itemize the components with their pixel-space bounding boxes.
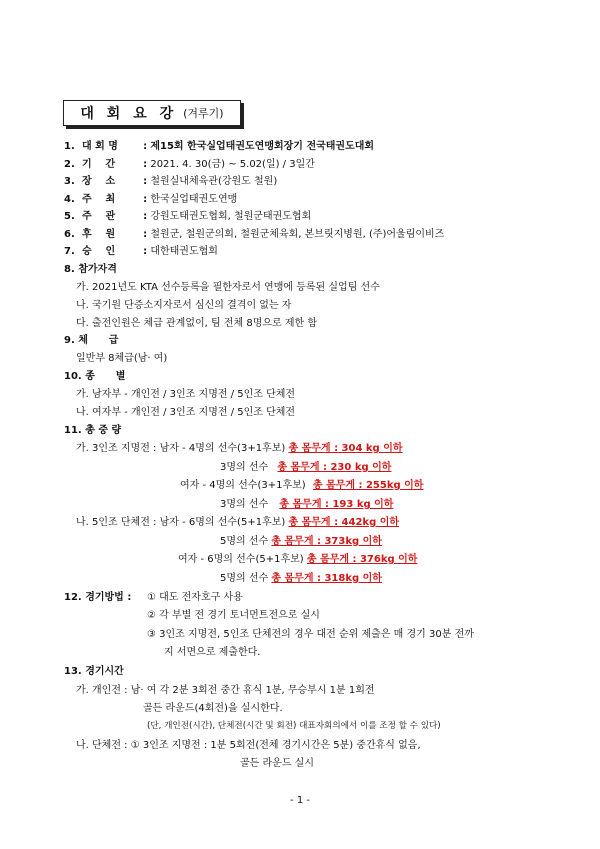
weight-row: 5명의 선수 총 몸무게 : 373kg 이하 <box>220 536 382 547</box>
method-line: ② 각 부별 전 경기 토너먼트전으로 실시 <box>147 610 320 621</box>
section-heading: 12. 경기방법 : <box>64 592 132 603</box>
time-line: 골든 라운드 실시 <box>240 758 314 769</box>
page-number: - 1 - <box>290 795 310 806</box>
weight-row: 5명의 선수 총 몸무게 : 318kg 이하 <box>220 573 382 584</box>
method-line: ③ 3인조 지명전, 5인조 단체전의 경우 대전 순위 제출은 매 경기 30분 전까 <box>147 629 474 640</box>
event-line: 가. 남자부 - 개인전 / 3인조 지명전 / 5인조 단체전 <box>76 389 296 400</box>
event-line: 나. 여자부 - 개인전 / 3인조 지명전 / 5인조 단체전 <box>76 407 296 418</box>
item-row: 5. 주 관 : 강원도태권도협회, 철원군태권도협회 <box>64 211 312 222</box>
weight-row: 나. 5인조 단체전 : 남자 - 6명의 선수(5+1후보) 총 몸무게 : 442kg 이하 <box>76 517 400 528</box>
weight-row: 3명의 선수 총 몸무게 : 193 kg 이하 <box>220 499 394 510</box>
item-row: 7. 승 인 : 대한태권도협회 <box>64 246 218 257</box>
document-subtitle: (겨루기) <box>183 107 224 120</box>
time-line: 가. 개인전 : 남· 여 각 2분 3회전 중간 휴식 1분, 무승부시 1분 1회전 <box>76 685 375 696</box>
section-heading: 13. 경기시간 <box>64 666 124 677</box>
weight-class-line: 일반부 8체급(남· 여) <box>76 353 168 364</box>
item-row: 3. 장 소 : 철원실내체육관(강원도 철원) <box>64 176 278 187</box>
weight-row: 3명의 선수 총 몸무게 : 230 kg 이하 <box>220 462 392 473</box>
weight-row: 가. 3인조 지명전 : 남자 - 4명의 선수(3+1후보) 총 몸무게 : 304 kg 이하 <box>76 443 403 454</box>
method-line: ① 대도 전자호구 사용 <box>147 592 243 603</box>
time-note: (단, 개인전(시간), 단체전(시간 및 회전) 대표자회의에서 이를 조정 할 수 있다) <box>147 721 441 731</box>
item-row: 1. 대 회 명 : 제15회 한국실업태권도연맹회장기 전국태권도대회 <box>64 141 375 152</box>
section-heading: 10. 종 별 <box>64 371 126 382</box>
weight-row: 여자 - 6명의 선수(5+1후보) 총 몸무게 : 376kg 이하 <box>178 554 418 565</box>
item-row: 4. 주 최 : 한국실업태권도연맹 <box>64 194 238 205</box>
qualification-line: 다. 출전인원은 체급 관계없이, 팀 전체 8명으로 제한 함 <box>76 318 318 329</box>
time-line: 골든 라운드(4회전)을 실시한다. <box>143 703 283 714</box>
item-row: 2. 기 간 : 2021. 4. 30(금) ~ 5.02(일) / 3일간 <box>64 159 315 170</box>
section-heading: 11. 총 중 량 <box>64 425 122 436</box>
section-heading: 8. 참가자격 <box>64 264 117 275</box>
weight-row: 여자 - 4명의 선수(3+1후보) 총 몸무게 : 255kg 이하 <box>180 480 424 491</box>
document-title: 대 회 요 강 <box>80 106 178 122</box>
section-heading: 9. 체 급 <box>64 335 119 346</box>
qualification-line: 가. 2021년도 KTA 선수등록을 필한자로서 연맹에 등록된 실업팀 선수 <box>76 282 380 293</box>
method-line: 지 서면으로 제출한다. <box>164 647 261 658</box>
qualification-line: 나. 국기원 단증소지자로서 심신의 결격이 없는 자 <box>76 300 292 311</box>
item-row: 6. 후 원 : 철원군, 철원군의회, 철원군체육회, 본브릿지병원, (주)어울림이비즈 <box>64 229 445 240</box>
title-box <box>63 100 241 126</box>
time-line: 나. 단체전 : ① 3인조 지명전 : 1분 5회전(전체 경기시간은 5분) 중간휴식 없음, <box>76 740 421 751</box>
